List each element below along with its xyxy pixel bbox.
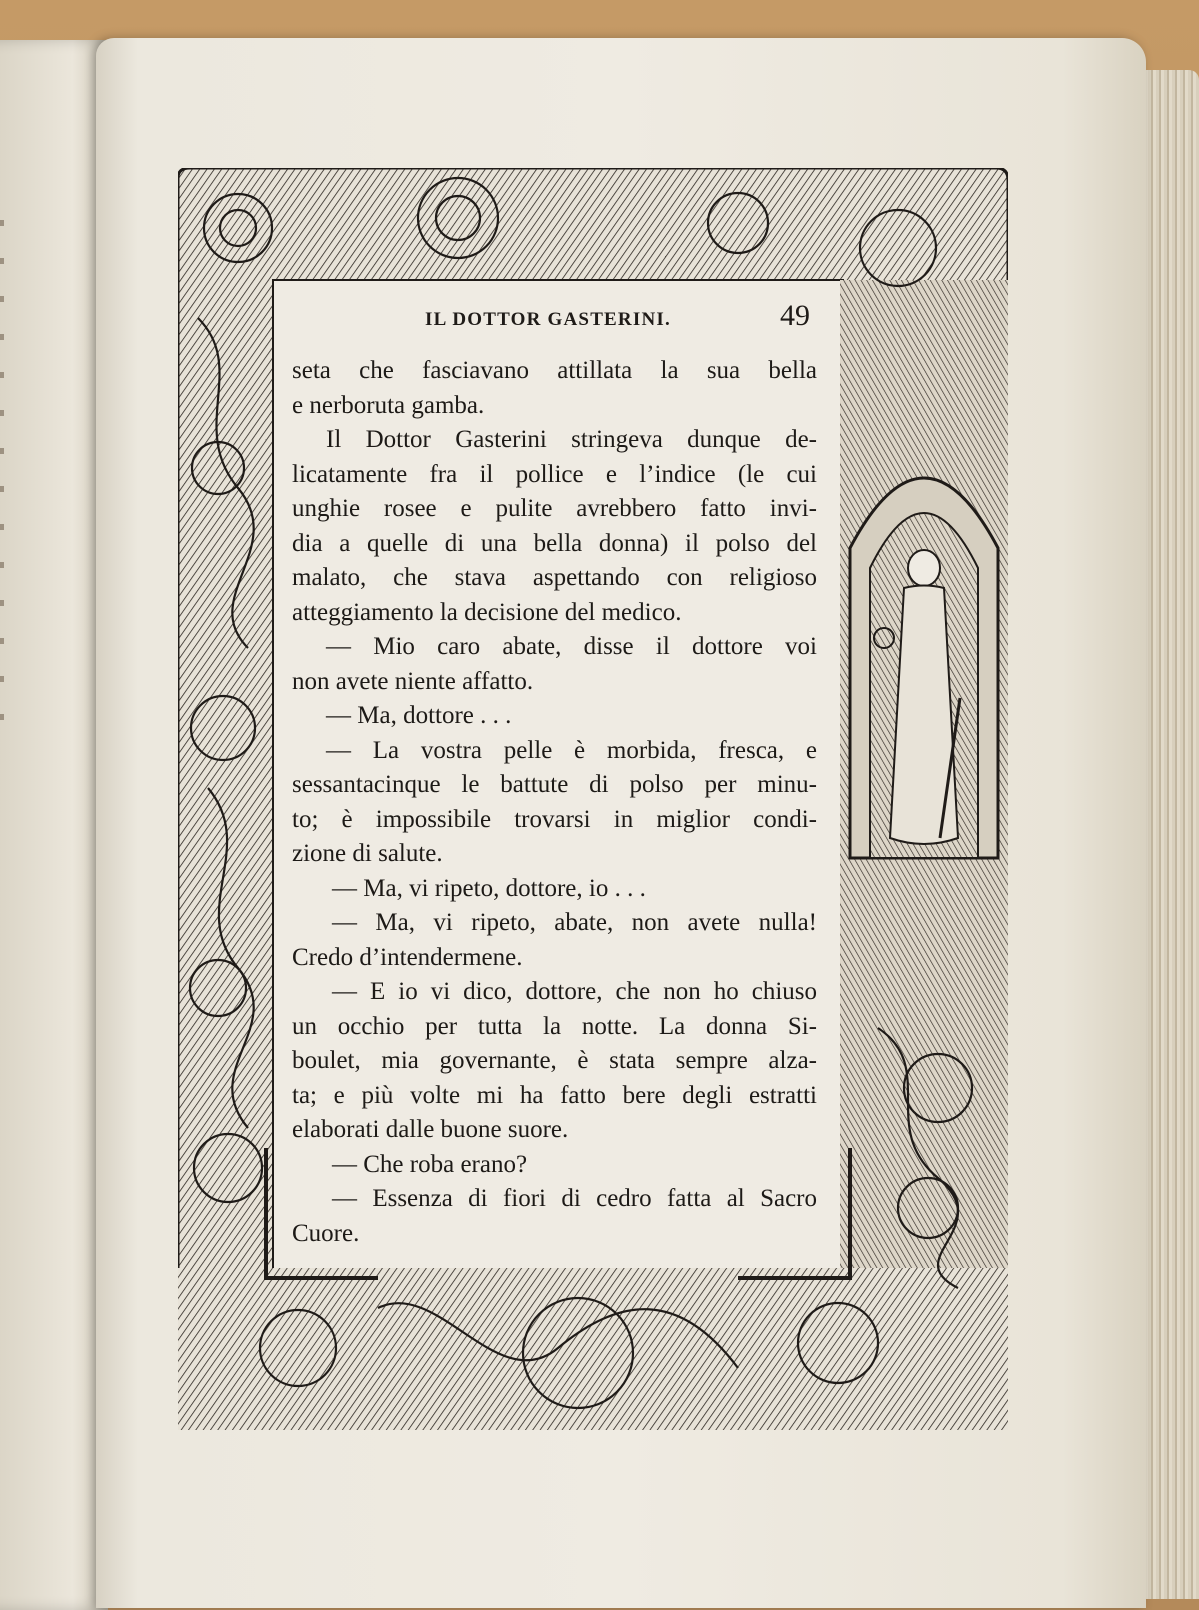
text-line: un occhio per tutta la notte. La donna Si- <box>292 1012 817 1040</box>
text-line: e nerboruta gamba. <box>292 391 485 419</box>
text-line: to; è impossibile trovarsi in miglior condi- <box>292 805 817 833</box>
text-line: licatamente fra il pollice e l’indice (le cui <box>292 460 817 488</box>
text-line: — E io vi dico, dottore, che non ho chiuso <box>332 978 817 1005</box>
text-line: seta che fasciavano attillata la sua bella <box>292 357 817 384</box>
text-line: — Mio caro abate, disse il dottore voi <box>326 633 817 660</box>
text-line: Il Dottor Gasterini stringeva dunque de- <box>326 426 817 453</box>
text-line: Credo d’intendermene. <box>292 943 523 971</box>
text-line: — La vostra pelle è morbida, fresca, e <box>326 736 817 764</box>
text-line: zione di salute. <box>292 840 443 867</box>
text-line: non avete niente affatto. <box>292 667 534 695</box>
text-line: dia a quelle di una bella donna) il polso del <box>292 529 817 557</box>
text-line: boulet, mia governante, è stata sempre alza- <box>292 1047 817 1074</box>
page-number: 49 <box>780 299 810 332</box>
text-line: — Ma, vi ripeto, dottore, io . . . <box>332 874 646 902</box>
running-head <box>425 299 810 339</box>
text-line: malato, che stava aspettando con religioso <box>292 564 817 591</box>
text-line: sessantacinque le battute di polso per minu- <box>292 771 817 798</box>
text-line: atteggiamento la decisione del medico. <box>292 598 682 626</box>
body-text <box>292 354 817 1251</box>
left-page-text-remnants <box>0 220 4 740</box>
running-head-title: IL DOTTOR GASTERINI. <box>425 309 671 330</box>
text-line: — Essenza di fiori di cedro fatta al Sacro <box>332 1185 817 1212</box>
text-line: ta; e più volte mi ha fatto bere degli estratti <box>292 1081 817 1109</box>
text-line: elaborati dalle buone suore. <box>292 1116 569 1143</box>
text-line: — Che roba erano? <box>332 1150 528 1178</box>
page-stack-edge <box>1140 70 1199 1599</box>
left-page-edge <box>0 40 108 1610</box>
text-line: — Ma, dottore . . . <box>326 702 512 729</box>
text-line: unghie rosee e pulite avrebbero fatto invi- <box>292 495 817 522</box>
text-line: Cuore. <box>292 1219 360 1247</box>
text-line: — Ma, vi ripeto, abate, non avete nulla! <box>332 909 817 936</box>
